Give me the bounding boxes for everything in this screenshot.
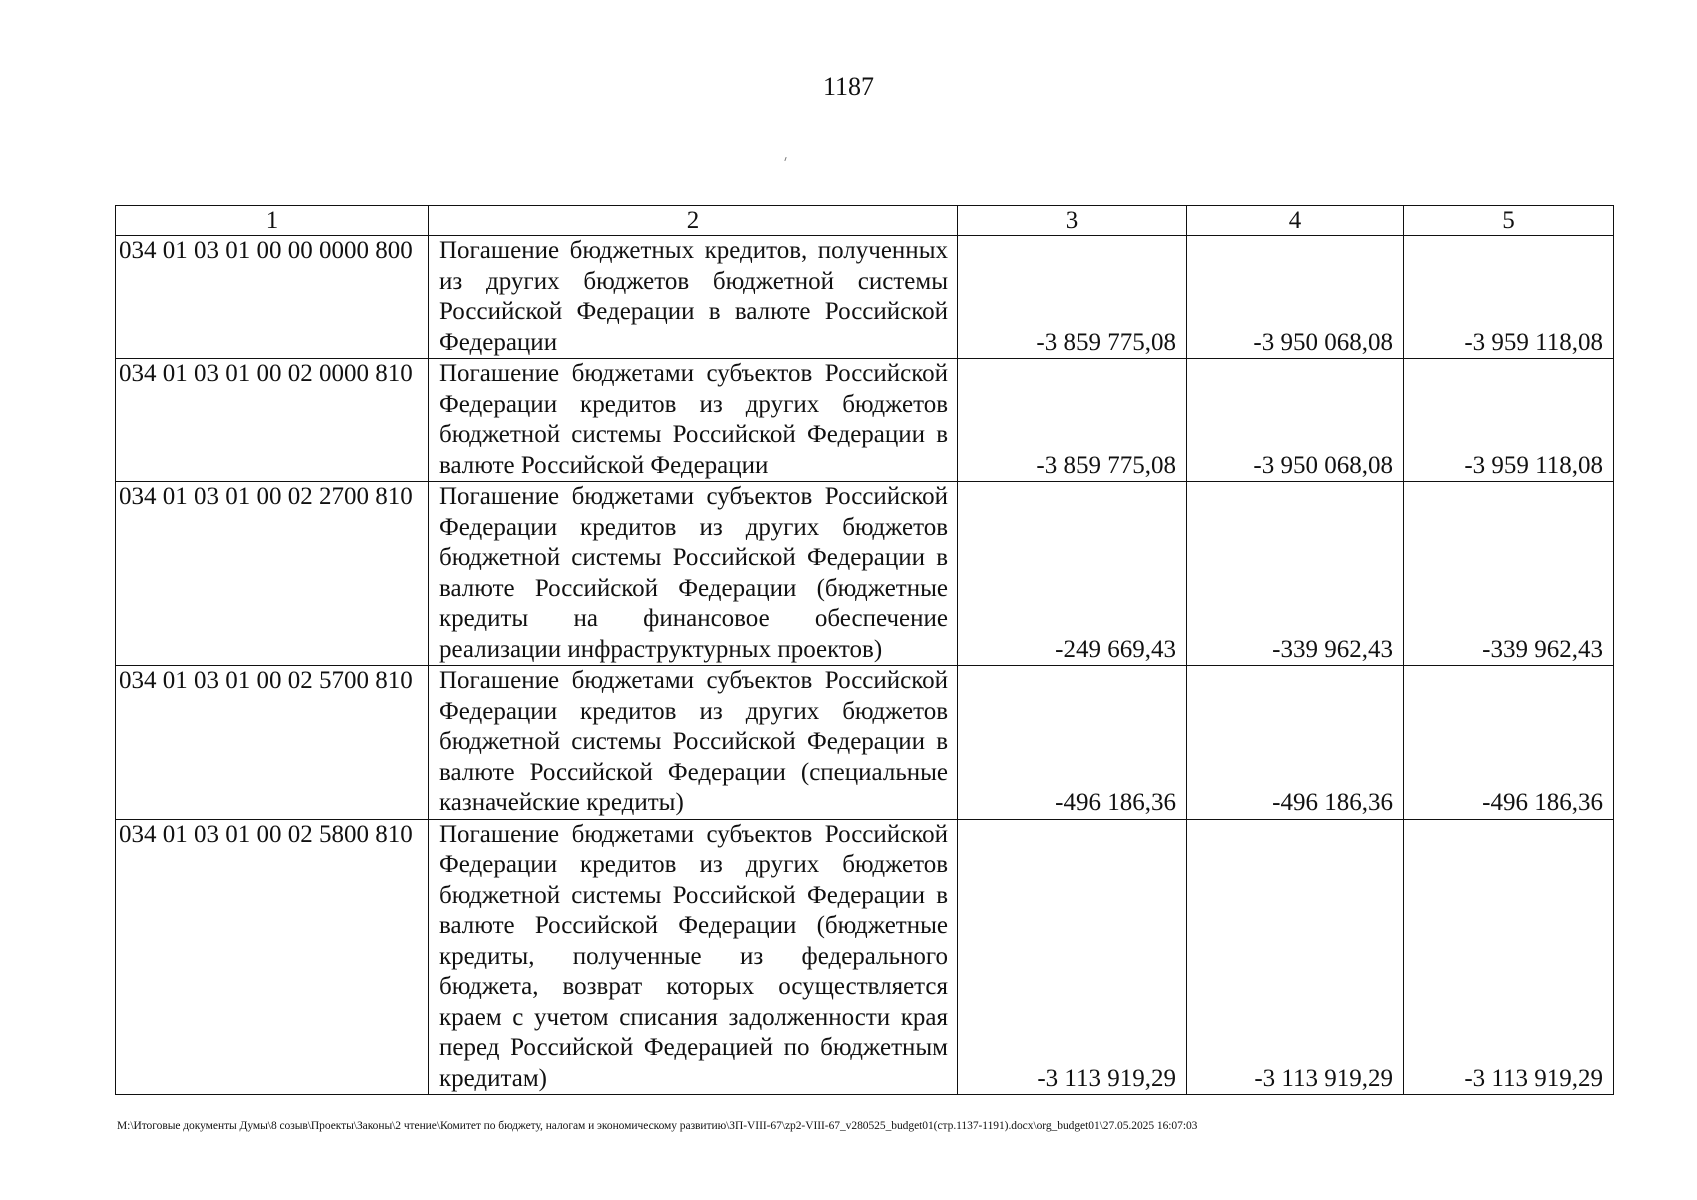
table-header-row [116, 206, 1614, 236]
header-col-3: 3 [958, 206, 1187, 236]
amount-col4-cell: -3 950 068,08 [1187, 359, 1404, 482]
amount-col5-cell: -3 959 118,08 [1404, 236, 1614, 359]
header-col-5: 5 [1404, 206, 1614, 236]
amount-col3-cell: -3 113 919,29 [958, 819, 1187, 1095]
amount-col5-cell: -3 959 118,08 [1404, 359, 1614, 482]
header-col-2: 2 [429, 206, 958, 236]
amount-col4-cell: -3 113 919,29 [1187, 819, 1404, 1095]
amount-col4-cell: -3 950 068,08 [1187, 236, 1404, 359]
scan-mark [784, 157, 786, 161]
description-cell: Погашение бюджетами субъектов Российской Федерации кредитов из других бюджетов бюджетной системы Российской Федерации в валюте Российской Федерации (бюджетные кредиты на финансовое обеспечение реализации инфраструктурных проектов) [429, 482, 958, 666]
amount-col3-cell: -496 186,36 [958, 666, 1187, 820]
description-cell: Погашение бюджетных кредитов, полученных из других бюджетов бюджетной системы Российской Федерации в валюте Российской Федерации [429, 236, 958, 359]
amount-col5-cell: -496 186,36 [1404, 666, 1614, 820]
amount-col4-cell: -339 962,43 [1187, 482, 1404, 666]
file-path-footer: M:\Итоговые документы Думы\8 созыв\Проекты\Законы\2 чтение\Комитет по бюджету, налогам и экономическому развитию\ЗП-VIII-67\zp2-VIII-67_v280525_budget01(стр.1137-1191).docx\org_budget01\27.05.2025 16:07:03 [117, 1120, 1198, 1132]
budget-code-cell: 034 01 03 01 00 00 0000 800 [116, 236, 429, 359]
budget-code-cell: 034 01 03 01 00 02 0000 810 [116, 359, 429, 482]
description-cell: Погашение бюджетами субъектов Российской Федерации кредитов из других бюджетов бюджетной системы Российской Федерации в валюте Российской Федерации (бюджетные кредиты, полученные из федерального бюджета, возврат которых осуществляется краем с учетом списания задолженности края перед Российской Федерацией по бюджетным кредитам) [429, 819, 958, 1095]
table-row [116, 666, 1614, 820]
header-col-4: 4 [1187, 206, 1404, 236]
header-col-1: 1 [116, 206, 429, 236]
amount-col5-cell: -339 962,43 [1404, 482, 1614, 666]
table-row [116, 236, 1614, 359]
amount-col4-cell: -496 186,36 [1187, 666, 1404, 820]
table-row [116, 819, 1614, 1095]
table-row [116, 482, 1614, 666]
budget-code-cell: 034 01 03 01 00 02 5700 810 [116, 666, 429, 820]
amount-col3-cell: -3 859 775,08 [958, 359, 1187, 482]
amount-col5-cell: -3 113 919,29 [1404, 819, 1614, 1095]
description-cell: Погашение бюджетами субъектов Российской Федерации кредитов из других бюджетов бюджетной системы Российской Федерации в валюте Российской Федерации [429, 359, 958, 482]
amount-col3-cell: -3 859 775,08 [958, 236, 1187, 359]
budget-code-cell: 034 01 03 01 00 02 2700 810 [116, 482, 429, 666]
description-cell: Погашение бюджетами субъектов Российской Федерации кредитов из других бюджетов бюджетной системы Российской Федерации в валюте Российской Федерации (специальные казначейские кредиты) [429, 666, 958, 820]
table-row [116, 359, 1614, 482]
page-number: 1187 [822, 72, 875, 101]
amount-col3-cell: -249 669,43 [958, 482, 1187, 666]
budget-code-cell: 034 01 03 01 00 02 5800 810 [116, 819, 429, 1095]
budget-table [115, 205, 1614, 1095]
